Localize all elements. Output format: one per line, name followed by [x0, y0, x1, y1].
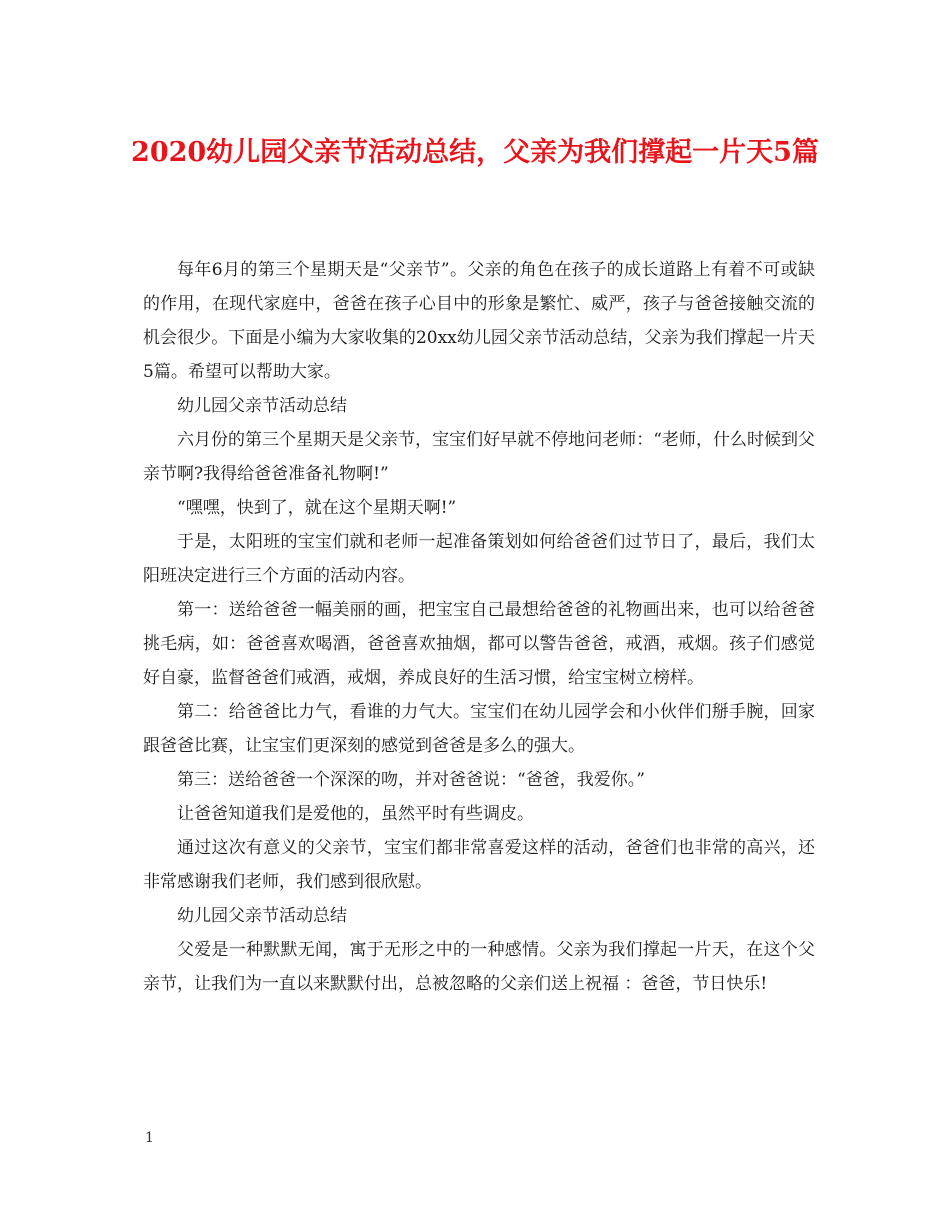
paragraph: 让爸爸知道我们是爱他的，虽然平时有些调皮。 — [177, 804, 534, 824]
paragraph: 父爱是一种默默无闻，寓于无形之中的一种感情。父亲为我们撑起一片天，在这个父亲节，让我们为一直以来默默付出，总被忽略的父亲们送上祝福 ：爸爸，节日快乐! — [143, 940, 815, 994]
paragraph: 于是，太阳班的宝宝们就和老师一起准备策划如何给爸爸们过节日了，最后，我们太阳班决定进行三个方面的活动内容。 — [143, 532, 815, 586]
paragraph: 第三：送给爸爸一个深深的吻，并对爸爸说：“爸爸，我爱你。” — [177, 770, 645, 790]
paragraph-intro: 每年6月的第三个星期天是“父亲节”。父亲的角色在孩子的成长道路上有着不可或缺的作用，在现代家庭中，爸爸在孩子心目中的形象是繁忙、威严，孩子与爸爸接触交流的机会很少。下面是小编为大家收集的20xx幼儿园父亲节活动总结，父亲为我们撑起一片天5篇。希望可以帮助大家。 — [143, 260, 815, 382]
section-heading: 幼儿园父亲节活动总结 — [177, 396, 347, 416]
document-body — [143, 253, 815, 1001]
page-number: 1 — [145, 1130, 154, 1146]
paragraph: 第二：给爸爸比力气，看谁的力气大。宝宝们在幼儿园学会和小伙伴们掰手腕，回家跟爸爸比赛，让宝宝们更深刻的感觉到爸爸是多么的强大。 — [143, 702, 815, 756]
paragraph: 第一：送给爸爸一幅美丽的画，把宝宝自己最想给爸爸的礼物画出来，也可以给爸爸挑毛病，如：爸爸喜欢喝酒，爸爸喜欢抽烟，都可以警告爸爸，戒酒，戒烟。孩子们感觉好自豪，监督爸爸们戒酒，戒烟，养成良好的生活习惯，给宝宝树立榜样。 — [143, 600, 815, 688]
section-heading: 幼儿园父亲节活动总结 — [177, 906, 347, 926]
paragraph: 六月份的第三个星期天是父亲节，宝宝们好早就不停地问老师：“老师，什么时候到父亲节啊?我得给爸爸准备礼物啊!” — [143, 430, 815, 484]
paragraph: 通过这次有意义的父亲节，宝宝们都非常喜爱这样的活动，爸爸们也非常的高兴，还非常感谢我们老师，我们感到很欣慰。 — [143, 838, 815, 892]
document-title: 2020幼儿园父亲节活动总结，父亲为我们撑起一片天5篇 — [131, 137, 819, 168]
paragraph: “嘿嘿，快到了，就在这个星期天啊!” — [177, 498, 457, 518]
